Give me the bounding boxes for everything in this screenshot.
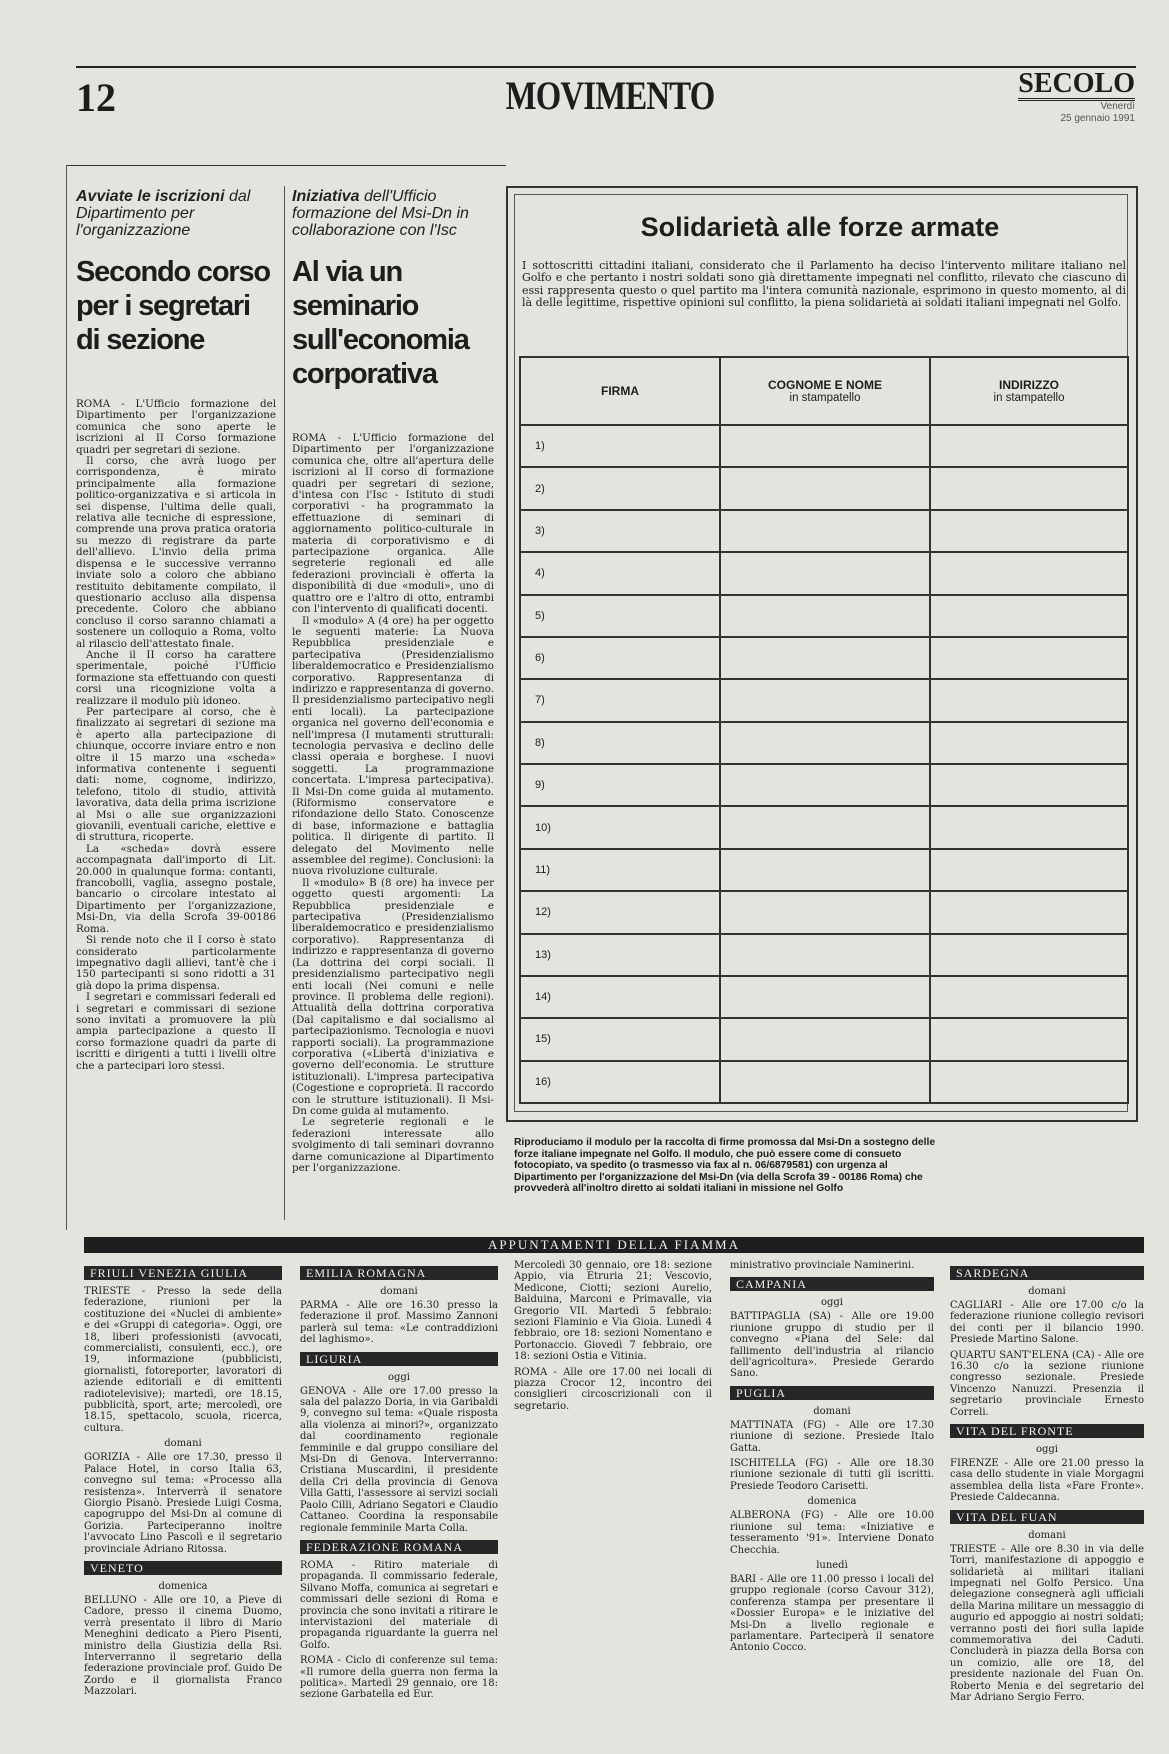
row-number: 16) [520, 1061, 720, 1103]
name-cell [720, 764, 930, 806]
signature-row [520, 1061, 1128, 1103]
region-heading: LIGURIA [300, 1352, 498, 1366]
signature-row [520, 976, 1128, 1018]
event-notice: GENOVA - Alle ore 17.00 presso la sala del palazzo Doria, in via Garibaldi 9, convegno sul tema: «Quale risposta alla violenza ai minori?», organizzato dal coordinamento regionale femminile e dal gruppo consiliare del Msi-Dn di Genova. Interverranno: Cristiana Muscardini, il presidente della Cri della provincia di Genova Villa Gatti, l'assessore ai servizi sociali Paolo Cilli, Adriano Segatori e Claudio Cattaneo. Coordina la responsabile regionale femminile Marta Colla. [300, 1385, 498, 1534]
event-notice: FIRENZE - Alle ore 21.00 presso la casa dello studente in viale Morgagni assemblea della lista «Fare Fronte». Presiede Caldecanna. [950, 1458, 1144, 1504]
day-label: domani [1028, 1286, 1066, 1297]
article-body [292, 433, 494, 1174]
address-cell [930, 595, 1128, 637]
region-heading: FEDERAZIONE ROMANA [300, 1540, 498, 1554]
article-paragraph: Anche il II corso ha carattere sperimentale, poiché l'Ufficio formazione sta effettuando con questi corsi una ricognizione volta a realizzare il modulo più idoneo. [76, 648, 276, 707]
signature-table [519, 356, 1129, 1104]
name-cell [720, 1061, 930, 1103]
appuntamenti-column [300, 1260, 498, 1705]
row-number: 7) [520, 679, 720, 721]
day-label: domani [813, 1405, 851, 1417]
address-cell [930, 425, 1128, 467]
signature-row [520, 510, 1128, 552]
col-nome: COGNOME E NOME in stampatello [720, 357, 930, 425]
event-notice: ministrativo provinciale Naminerini. [730, 1260, 915, 1271]
row-number: 10) [520, 806, 720, 848]
name-cell [720, 510, 930, 552]
article-paragraph: Le segreterie regionali e le federazioni interessate allo svolgimento di tali seminari dovranno darne comunicazione al Dipartimento per l'organizzazione. [292, 1116, 494, 1174]
event-notice: PARMA - Alle ore 16.30 presso la federazione il prof. Massimo Zannoni parlerà sul tema: «Le contraddizioni del laghismo». [300, 1300, 498, 1346]
signature-row [520, 934, 1128, 976]
region-heading: FRIULI VENEZIA GIULIA [84, 1266, 282, 1280]
section-title: MOVIMENTO [505, 73, 715, 118]
signature-row [520, 764, 1128, 806]
event-notice: MATTINATA (FG) - Alle ore 17.30 riunione di sezione. Presiede Italo Gatta. [730, 1419, 934, 1454]
signature-row [520, 552, 1128, 594]
article-paragraph: Il «modulo» A (4 ore) ha per oggetto le seguenti materie: La Nuova Repubblica presidenziale e partecipativa (Presidenzialismo liberaldemocratico e Presidenzialismo corporativo. Rappresentanza di indirizzo e rappresentanza di governo. Il presidenzialismo partecipativo negli enti locali). La partecipazione organica nel governo dell'economia e nell'impresa (I mutamenti strutturali: tecnologia pervasiva e declino delle classi operaia e borghese. I nuovi soggetti. La programmazione concertata. L'impresa partecipativa). Il Msi-Dn come guida al mutamento. (Riformismo conservatore e rifondazione dello Stato. Conoscenze di base, informazione e battaglia politica. Il dirigente di partito. Il delegato del Movimento nelle assemblee del regime). Conclusioni: la nuova rivoluzione culturale. [292, 614, 494, 878]
name-cell [720, 934, 930, 976]
signature-row [520, 722, 1128, 764]
event-notice: BATTIPAGLIA (SA) - Alle ore 19.00 riunione gruppo di studio per il convegno «Piana del Sele: dal fallimento dell'industria al rilancio dell'agricoltura». Presiede Gerardo Sano. [730, 1311, 934, 1380]
name-cell [720, 637, 930, 679]
signature-row [520, 891, 1128, 933]
event-notice: Mercoledì 30 gennaio, ore 18: sezione Appio, via Etruria 21; Vescovio, Medicone, Ciotti; sezioni Aurelio, Balduina, Marconi e Primavalle, via Gregorio VII. Martedì 5 febbraio: sezioni Flaminio e Via Gioia. Lunedì 4 febbraio, ore 18: sezioni Nomentano e Portonaccio. Giovedì 7 febbraio, ore 18: sezioni Ostia e Vitinia. [514, 1260, 712, 1363]
signature-row [520, 467, 1128, 509]
event-notice: ROMA - Ritiro materiale di propaganda. Il commissario federale, Silvano Moffa, comunica ai segretari e commissari delle sezioni di Roma e provincia che sono invitati a ritirare le intervistazioni del materiale di propaganda riguardante la guerra nel Golfo. [300, 1559, 498, 1651]
signature-row [520, 806, 1128, 848]
article-paragraph: Il «modulo» B (8 ore) ha invece per oggetto questi argomenti: La Repubblica presidenziale e partecipativa (Presidenzialismo liberaldemocratico e presidenzialismo corporativo). Rappresentanza di indirizzo e rappresentanza di governo (La dottrina dei corpi sociali. Il presidenzialismo partecipativo negli enti locali (Nei comuni e nelle province. Il problema delle regioni). Attualità della dottrina corporativa (Dal capitalismo e dal socialismo al partecipazionismo. Tecnologia e nuovi rapporti sociali). La programmazione corporativa («Libertà d'iniziativa e governo dell'economia. Le strutture istituzionali). L'impresa partecipativa (Cogestione e coproprietà. Il raccordo con le strutture istituzionali). Il Msi-Dn come guida al mutamento. [292, 876, 494, 1117]
event-notice: TRIESTE - Presso la sede della federazione, riunioni per la costituzione dei «Nuclei di ambiente» e dei «Gruppi di categoria». Oggi, ore 18, liberi professionisti (avvocati, commercialisti, consulenti, ecc.), ore 19, informazione (pubblicisti, giornalisti, fotoreporter, lavoratori di aziende editoriali e di emittenti radiotelevisive); martedì, ore 18.15, pubblicità, sport, arte; mercoledì, ore 18.15, spettacolo, scuola, ricerca, cultura. [84, 1286, 282, 1434]
name-cell [720, 467, 930, 509]
address-cell [930, 552, 1128, 594]
issue-date: 25 gennaio 1991 [1060, 113, 1135, 124]
day-label: oggi [820, 1297, 844, 1309]
row-number: 14) [520, 976, 720, 1018]
row-number: 15) [520, 1018, 720, 1060]
name-cell [720, 1018, 930, 1060]
article-paragraph: ROMA - L'Ufficio formazione del Dipartimento per l'organizzazione comunica che, oltre all'apertura delle iscrizioni al II corso di formazione quadri per segretari di sezione, d'intesa con l'Isc - Istituto di studi corporativi - ha programmato la effettuazione di seminari di aggiornamento politico-culturale in materia di corporativismo e di partecipazione organica. Alle segreterie regionali ed alle federazioni provinciali è offerta la disponibilità di due «moduli», uno di quattro ore e l'altro di otto, entrambi con l'intervento di qualificati docenti. [292, 432, 494, 616]
event-notice: QUARTU SANT'ELENA (CA) - Alle ore 16.30 c/o la sezione riunione congresso sezionale. Presiede Vincenzo Nanuzzi. Presenzia il segretario provinciale Ernesto Correli. [950, 1349, 1144, 1418]
signature-row [520, 637, 1128, 679]
event-notice: BELLUNO - Alle ore 10, a Pieve di Cadore, presso il cinema Duomo, verrà presentato il libro di Mario Meneghini dedicato a Piero Pisenti, ministro della Giustizia della Rsi. Interverranno il segretario della federazione provinciale prof. Guido De Zordo e il giornalista Franco Mazzolari. [84, 1594, 282, 1698]
row-number: 9) [520, 764, 720, 806]
appuntamenti-column [84, 1260, 282, 1702]
article-seminario [292, 188, 494, 1174]
article-headline: Al via un seminario sull'economia corporativa [292, 256, 469, 390]
petition-title: Solidarietà alle forze armate [640, 212, 1000, 242]
day-label: domani [1028, 1529, 1066, 1541]
address-cell [930, 637, 1128, 679]
row-number: 5) [520, 595, 720, 637]
article-headline: Secondo corso per i segretari di sezione [76, 256, 270, 356]
name-cell [720, 891, 930, 933]
masthead [1000, 70, 1135, 125]
column-divider [66, 165, 67, 1230]
issue-day: Venerdì [1100, 101, 1135, 112]
name-cell [720, 425, 930, 467]
address-cell [930, 806, 1128, 848]
address-cell [930, 849, 1128, 891]
header-rule [76, 66, 1136, 68]
day-label: domenica [158, 1580, 208, 1592]
col-indirizzo: INDIRIZZO in stampatello [930, 357, 1128, 425]
name-cell [720, 976, 930, 1018]
region-heading: PUGLIA [730, 1386, 934, 1400]
address-cell [930, 679, 1128, 721]
address-cell [930, 764, 1128, 806]
signature-row [520, 595, 1128, 637]
address-cell [930, 1061, 1128, 1103]
signature-row [520, 679, 1128, 721]
region-heading: SARDEGNA [950, 1266, 1144, 1280]
name-cell [720, 595, 930, 637]
name-cell [720, 722, 930, 764]
row-number: 6) [520, 637, 720, 679]
article-paragraph: Il corso, che avrà luogo per corrispondenza, è mirato principalmente alla formazione politico-organizzativa e si articola in sei dispense, l'ultima delle quali, relativa alle tecniche di espressione, comprende una prova pratica oratoria su mezzo di registrare da parte dell'allievo. L'invio della prima dispensa e le successive verranno inviate solo a coloro che abbiano restituito debitamente compilato, il questionario accluso alla dispensa precedente. Coloro che abbiano concluso il corso saranno chiamati a sostenere un colloquio a Roma, volto al rilascio dell'attestato finale. [76, 455, 276, 650]
region-heading: EMILIA ROMAGNA [300, 1266, 498, 1280]
article-paragraph: La «scheda» dovrà essere accompagnata dall'importo di Lit. 20.000 in qualunque forma: contanti, francobolli, vaglia, assegno postale, bancario o circolare intestato al Dipartimento per l'organizzazione, Msi-Dn, via della Scrofa 39-00186 Roma. [76, 842, 276, 935]
article-kicker: Iniziativa dell'Ufficio formazione del Msi-Dn in collaborazione con l'Isc [292, 188, 469, 239]
address-cell [930, 467, 1128, 509]
article-paragraph: ROMA - L'Ufficio formazione del Dipartimento per l'organizzazione comunica che sono aperte le iscrizioni al II Corso formazione quadri per segretari di sezione. [76, 398, 276, 456]
event-notice: GORIZIA - Alle ore 17.30, presso il Palace Hotel, in corso Italia 63, convegno sul tema: «Processo alla resistenza». Interverrà il senatore Giorgio Pisanò. Presiede Luigi Cosma, capogruppo del Msi-Dn al comune di Gorizia. Parteciperanno inoltre l'avvocato Lino Pascolì e il segretario provinciale Adriano Ritossa. [84, 1452, 282, 1555]
day-label: oggi [387, 1371, 411, 1383]
column-rule [66, 165, 506, 166]
appuntamenti-banner: APPUNTAMENTI DELLA FIAMMA [84, 1237, 1144, 1253]
article-paragraph: Per partecipare al corso, che è finalizzato ai segretari di sezione ma è aperto alla partecipazione di chiunque, occorre inviare entro e non oltre il 15 marzo una «scheda» informativa contenente i seguenti dati: nome, cognome, indirizzo, telefono, titolo di studio, attività lavorativa, data della prima iscrizione al Msi o alle sue organizzazioni giovanili, eventuali cariche, elettive e di struttura, ricoperte. [76, 705, 276, 844]
day-label: domani [164, 1438, 202, 1450]
col-firma: FIRMA [520, 357, 720, 425]
event-notice: CAGLIARI - Alle ore 17.00 c/o la federazione riunione collegio revisori dei conti per il bilancio 1990. Presiede Martino Salone. [950, 1300, 1144, 1346]
petition-caption: Riproduciamo il modulo per la raccolta di firme promossa dal Msi-Dn a sostegno delle forze italiane impegnate nel Golfo. Il modulo, che può essere come di consueto fotocopiato, va spedito (o trasmesso via fax al n. 06/6879581) con urgenza al Dipartimento per l'organizzazione del Msi-Dn (via della Scrofa 39 - 00186 Roma) che provvederà all'inoltro diretto ai soldati italiani in missione nel Golfo [514, 1137, 936, 1195]
event-notice: BARI - Alle ore 11.00 presso i locali del gruppo regionale (corso Cavour 312), conferenza stampa per presentare il «Dossier Europa» e le iniziative del Msi-Dn a livello regionale e parlamentare. Parteciperà il senatore Antonio Cocco. [730, 1573, 934, 1654]
address-cell [930, 722, 1128, 764]
name-cell [720, 679, 930, 721]
article-paragraph: I segretari e commissari federali ed i segretari e commissari di sezione sono invitati a promuovere la più ampia partecipazione a questo II corso formazione quadri da parte di iscritti e dirigenti a tutti i livelli oltre che a partecipari loro stessi. [76, 991, 276, 1072]
day-label: domani [380, 1286, 418, 1297]
article-kicker: Avviate le iscrizioni dal Dipartimento per l'organizzazione [76, 188, 251, 239]
appuntamenti-column [514, 1260, 712, 1416]
event-notice: ROMA - Ciclo di conferenze sul tema: «Il rumore della guerra non ferma la politica». Martedì 29 gennaio, ore 18: sezione Garbatella ed Eur. [300, 1655, 498, 1701]
address-cell [930, 976, 1128, 1018]
day-label: domenica [807, 1496, 857, 1508]
address-cell [930, 1018, 1128, 1060]
name-cell [720, 552, 930, 594]
row-number: 4) [520, 552, 720, 594]
address-cell [930, 891, 1128, 933]
region-heading: VITA DEL FRONTE [950, 1424, 1144, 1438]
column-divider [284, 186, 285, 1220]
petition-text: I sottoscritti cittadini italiani, considerato che il Parlamento ha deciso l'intervento militare italiano nel Golfo e che pertanto i nostri soldati sono già direttamente impegnati nel conflitto, rilevato che ciascuno di essi rappresenta questo o quel partito ma l'intera comunità nazionale, esprimono in questo momento, al di là delle legittime, rispettive opinioni sul conflitto, la piena solidarietà ai soldati italiani impegnati nel Golfo. [522, 259, 1126, 310]
row-number: 11) [520, 849, 720, 891]
row-number: 8) [520, 722, 720, 764]
region-heading: VITA DEL FUAN [950, 1510, 1144, 1524]
name-cell [720, 806, 930, 848]
name-cell [720, 849, 930, 891]
row-number: 12) [520, 891, 720, 933]
row-number: 13) [520, 934, 720, 976]
page-number: 12 [76, 75, 116, 120]
day-label: lunedì [816, 1559, 848, 1571]
event-notice: TRIESTE - Alle ore 8.30 in via delle Torri, manifestazione di appoggio e solidarietà ai militari italiani impegnati nel Golfo Persico. Una delegazione consegnerà agli ufficiali della Marina militare un messaggio di augurio ed appoggio ai nostri soldati; verranno posti dei fiori sulla lapide commemorativa dei Caduti. Concluderà in piazza della Borsa con un comizio, alle ore 18, del presidente nazionale del Fuan On. Roberto Menia e del segretario del Mar Adriano Sergio Ferro. [950, 1543, 1144, 1703]
article-paragraph: Si rende noto che il I corso è stato considerato particolarmente impegnativo dagli allievi, tant'è che i 150 partecipanti si sono ridotti a 31 già dopo la prima dispensa. [76, 934, 276, 992]
region-heading: VENETO [84, 1561, 282, 1575]
appuntamenti-column [950, 1260, 1144, 1707]
address-cell [930, 510, 1128, 552]
event-notice: ROMA - Alle ore 17.00 nei locali di piazza Crocor 12, incontro dei consiglieri circoscrizionali con il segretario. [514, 1366, 712, 1412]
region-heading: CAMPANIA [730, 1277, 934, 1291]
signature-row [520, 425, 1128, 467]
appuntamenti-column [730, 1260, 934, 1658]
row-number: 2) [520, 467, 720, 509]
signature-row [520, 1018, 1128, 1060]
row-number: 1) [520, 425, 720, 467]
day-label: oggi [1035, 1444, 1059, 1456]
address-cell [930, 934, 1128, 976]
event-notice: ALBERONA (FG) - Alle ore 10.00 riunione sul tema: «Iniziative e tesseramento '91». Interviene Donato Checchia. [730, 1510, 934, 1556]
row-number: 3) [520, 510, 720, 552]
article-body [76, 399, 276, 1072]
masthead-logo: SECOLO [1018, 68, 1135, 99]
signature-row [520, 849, 1128, 891]
event-notice: ISCHITELLA (FG) - Alle ore 18.30 riunione sezionale di tutti gli iscritti. Presiede Teodoro Carisetti. [730, 1458, 934, 1492]
article-secondo-corso [76, 188, 276, 1072]
